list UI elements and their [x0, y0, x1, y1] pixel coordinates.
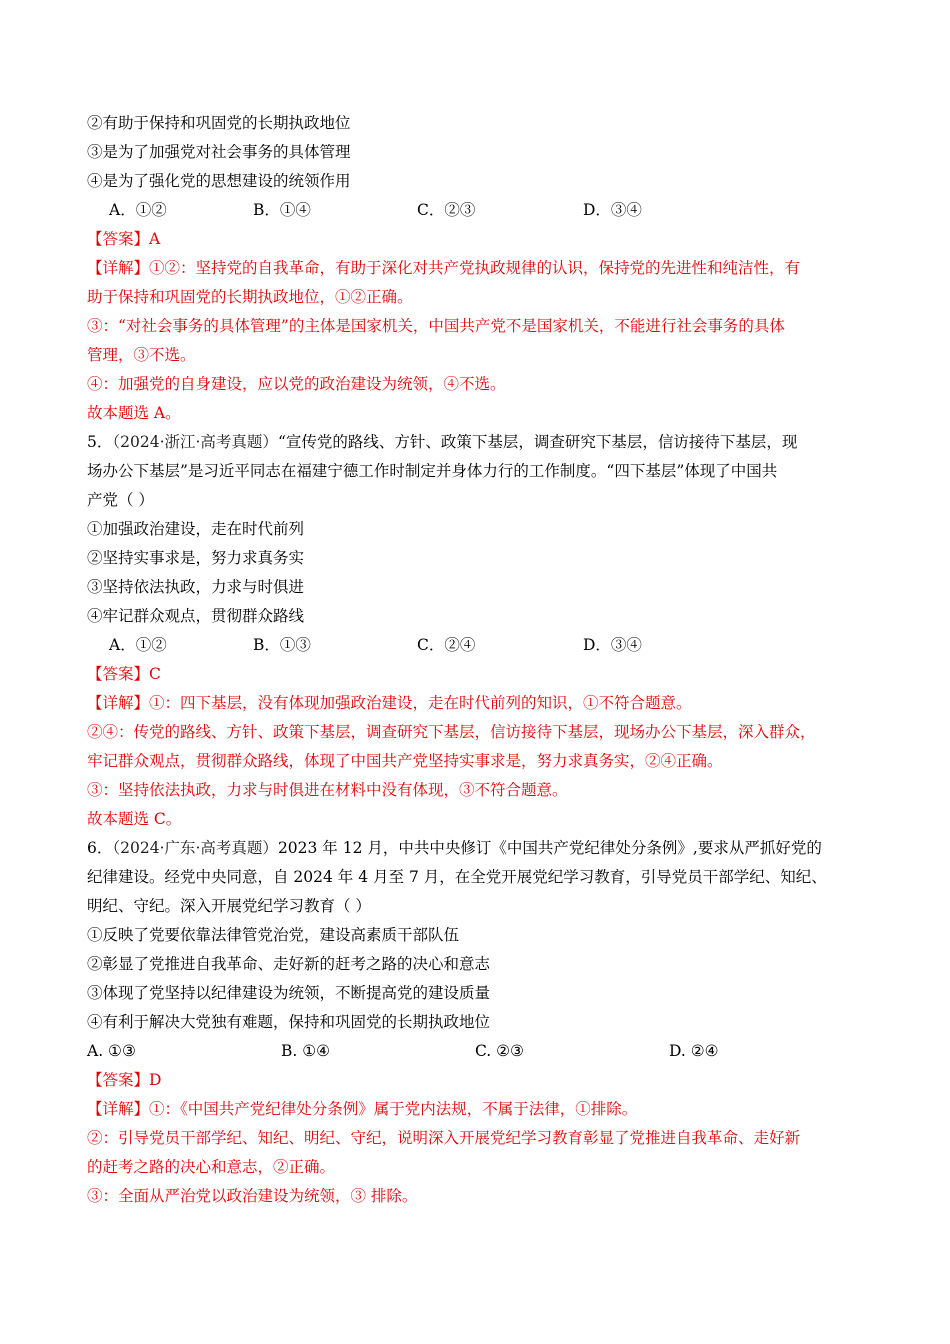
q6-stem-text: 2023 年 12 月，中共中央修订《中国共产党纪律处分条例》,要求从严抓好党的	[277, 839, 822, 857]
q4-conclusion: 故本题选 A。	[87, 404, 181, 422]
q6-option-a: A. ①③	[87, 1042, 136, 1060]
q5-analysis-line: ②④：传党的路线、方针、政策下基层，调查研究下基层，信访接待下基层，现场办公下基层，深入群众，	[87, 723, 816, 741]
q4-analysis-line: 管理，③不选。	[87, 346, 196, 364]
q6-options	[87, 1037, 867, 1066]
q6-stem-line: 纪律建设。经党中央同意，自 2024 年 4 月至 7 月，在全党开展党纪学习教育，引导党员干部学纪、知纪、	[87, 868, 827, 886]
q4-analysis-line: ③：“对社会事务的具体管理”的主体是国家机关，中国共产党不是国家机关，不能进行社会事务的具体	[87, 317, 785, 335]
q4-analysis-line: 【详解】①②：坚持党的自我革命，有助于深化对共产党执政规律的认识，保持党的先进性和纯洁性，有	[87, 259, 801, 277]
q6-statement-3: ③体现了党坚持以纪律建设为统领，不断提高党的建设质量	[87, 984, 491, 1002]
q6-number: 6．	[87, 839, 113, 857]
q4-analysis-line: 助于保持和巩固党的长期执政地位，①②正确。	[87, 288, 413, 306]
q4-option-b: B．①④	[253, 201, 311, 219]
q5-stem-text: “宣传党的路线、方针、政策下基层，调查研究下基层，信访接待下基层，现	[277, 433, 798, 451]
q5-option-a: A．①②	[109, 636, 167, 654]
q5-option-d: D．③④	[583, 636, 642, 654]
q5-analysis-line: 牢记群众观点，贯彻群众路线，体现了中国共产党坚持实事求是，努力求真务实，②④正确。	[87, 752, 723, 770]
q4-option-a: A．①②	[109, 201, 167, 219]
document-content	[87, 109, 867, 1211]
q6-statement-4: ④有利于解决大党独有难题，保持和巩固党的长期执政地位	[87, 1013, 491, 1031]
q6-stem-line	[87, 834, 867, 863]
q5-analysis-line: ③：坚持依法执政，力求与时俱进在材料中没有体现，③不符合题意。	[87, 781, 568, 799]
q6-option-d: D. ②④	[669, 1042, 719, 1060]
q4-option-c: C．②③	[417, 201, 476, 219]
q6-source: （2024·广东·高考真题）	[112, 839, 278, 857]
q4-statement-2: ②有助于保持和巩固党的长期执政地位	[87, 114, 351, 132]
q5-number: 5．	[87, 433, 113, 451]
q6-answer: 【答案】D	[87, 1071, 162, 1089]
q4-answer: 【答案】A	[87, 230, 161, 248]
q4-analysis-line: ④：加强党的自身建设，应以党的政治建设为统领，④不选。	[87, 375, 506, 393]
q4-options	[87, 196, 867, 225]
q5-option-c: C．②④	[417, 636, 476, 654]
q6-analysis-line: ②：引导党员干部学纪、知纪、明纪、守纪，说明深入开展党纪学习教育彰显了党推进自我革命、走好新	[87, 1129, 801, 1147]
q4-option-d: D．③④	[583, 201, 642, 219]
q5-stem-line	[87, 428, 867, 457]
q5-stem-line: 产党（ ）	[87, 491, 154, 509]
q6-stem-line: 明纪、守纪。深入开展党纪学习教育（ ）	[87, 897, 371, 915]
q5-source: （2024·浙江·高考真题）	[112, 433, 278, 451]
q6-option-b: B. ①④	[281, 1042, 331, 1060]
q5-analysis-line: 【详解】①：四下基层，没有体现加强政治建设，走在时代前列的知识，①不符合题意。	[87, 694, 692, 712]
q5-stem-line: 场办公下基层”是习近平同志在福建宁德工作时制定并身体力行的工作制度。“四下基层”体现了中国共	[87, 462, 778, 480]
q5-answer: 【答案】C	[87, 665, 161, 683]
q4-statement-4: ④是为了强化党的思想建设的统领作用	[87, 172, 351, 190]
q5-options	[87, 631, 867, 660]
q5-statement-1: ①加强政治建设，走在时代前列	[87, 520, 305, 538]
q5-statement-4: ④牢记群众观点，贯彻群众路线	[87, 607, 305, 625]
q5-option-b: B．①③	[253, 636, 311, 654]
q4-statement-3: ③是为了加强党对社会事务的具体管理	[87, 143, 351, 161]
q6-analysis-line: 的赶考之路的决心和意志，②正确。	[87, 1158, 336, 1176]
q6-statement-2: ②彰显了党推进自我革命、走好新的赶考之路的决心和意志	[87, 955, 491, 973]
q5-conclusion: 故本题选 C。	[87, 810, 182, 828]
q5-statement-3: ③坚持依法执政，力求与时俱进	[87, 578, 305, 596]
q5-statement-2: ②坚持实事求是，努力求真务实	[87, 549, 305, 567]
q6-option-c: C. ②③	[475, 1042, 524, 1060]
q6-analysis-line: ③：全面从严治党以政治建设为统领，③ 排除。	[87, 1187, 418, 1205]
q6-statement-1: ①反映了党要依靠法律管党治党，建设高素质干部队伍	[87, 926, 460, 944]
q6-analysis-line: 【详解】①：《中国共产党纪律处分条例》属于党内法规，不属于法律，①排除。	[87, 1100, 638, 1118]
